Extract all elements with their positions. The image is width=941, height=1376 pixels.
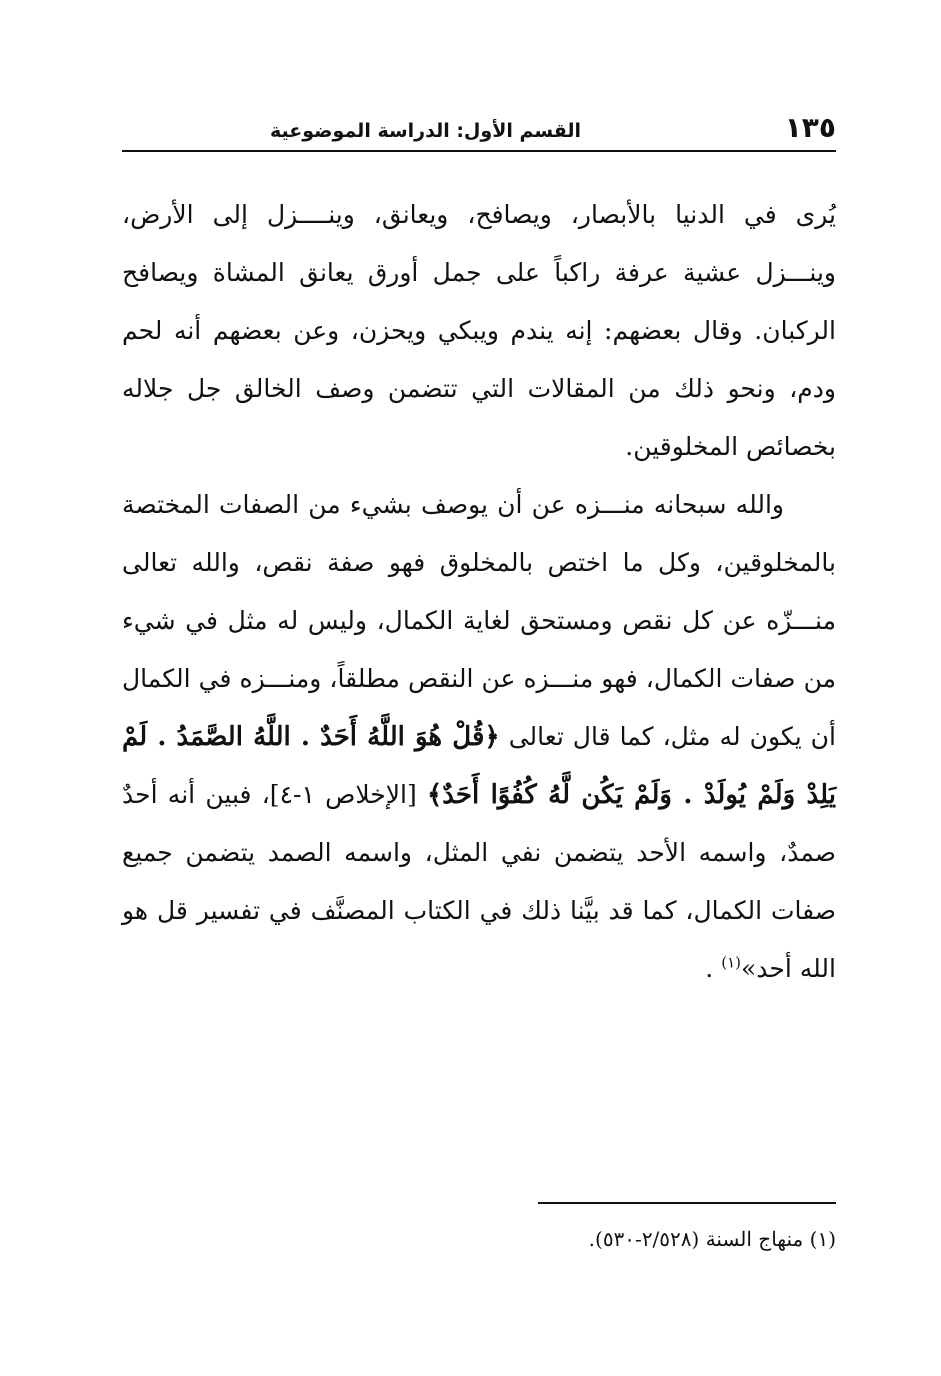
paragraph-2-text: والله سبحانه منـــزه عن أن يوصف بشيء من الصفات المختصة بالمخلوقين، وكل ما اختص بالمخلوق فهو صفة نقص، والله تعالى منـــزّه عن كل نقص ومستحق لغاية الكمال، وليس له مثل في شيء من صفات الكمال، فهو منـــزه عن النقص مطلقاً، ومنـــزه في الكمال أن يكون له مثل، كما قال تعالى: [122, 490, 836, 751]
book-page: [122, 90, 836, 1330]
running-header: [122, 102, 836, 146]
quran-verse: ﴿قُلْ هُوَ اللَّهُ أَحَدٌ . اللَّهُ الصَّمَدُ . لَمْ يَلِدْ وَلَمْ يُولَدْ . وَلَمْ يَكُن لَّهُ كُفُوًا أَحَدٌ﴾: [122, 722, 837, 810]
footnote-divider: [538, 1202, 836, 1204]
footnote-reference: (١): [721, 953, 741, 972]
paragraph-2-end: .: [705, 954, 722, 983]
main-text: [122, 186, 836, 998]
footnote-1: (١) منهاج السنة (٢/٥٢٨-٥٣٠).: [588, 1227, 836, 1251]
paragraph-2-continuation: [الإخلاص ١-٤]، فبين أنه أحدٌ صمدٌ، واسمه الأحد يتضمن نفي المثل، واسمه الصمد يتضمن جميع صفات الكمال، كما قد بيَّنا ذلك في الكتاب المصنَّف في تفسير قل هو الله أحد»: [122, 780, 836, 983]
page-number: ١٣٥: [784, 111, 836, 144]
paragraph-2: [122, 476, 836, 998]
header-divider: [122, 150, 836, 152]
paragraph-1: يُرى في الدنيا بالأبصار، ويصافح، ويعانق، وينــــزل إلى الأرض، وينـــزل عشية عرفة راكباً على جمل أورق يعانق المشاة ويصافح الركبان. وقال بعضهم: إنه يندم ويبكي ويحزن، وعن بعضهم أنه لحم ودم، ونحو ذلك من المقالات التي تتضمن وصف الخالق جل جلاله بخصائص المخلوقين.: [122, 200, 836, 461]
section-title: القسم الأول: الدراسة الموضوعية: [270, 120, 582, 142]
